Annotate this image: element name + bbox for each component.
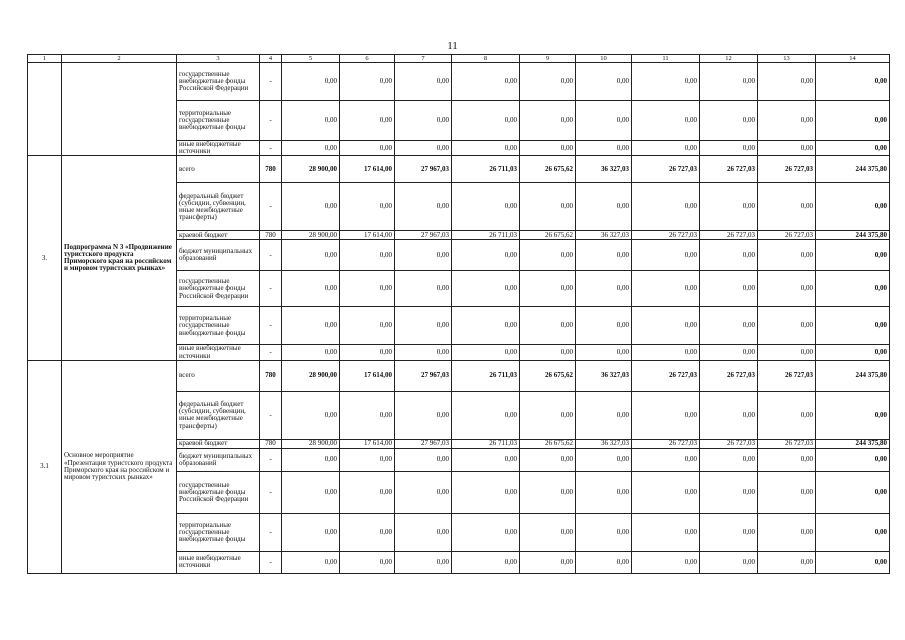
year-amount: 26 727,03: [758, 156, 816, 183]
funding-source: всего: [177, 360, 260, 391]
year-amount: 17 614,00: [340, 360, 395, 391]
year-amount: 0,00: [395, 471, 452, 513]
column-number: 10: [576, 55, 632, 63]
year-amount: 0,00: [632, 240, 700, 271]
year-amount: 0,00: [758, 141, 816, 156]
column-number: 4: [260, 55, 282, 63]
year-amount: 36 327,03: [576, 439, 632, 448]
year-amount: 0,00: [340, 271, 395, 307]
year-amount: 0,00: [632, 345, 700, 360]
total-amount: 0,00: [816, 448, 890, 471]
total-amount: 0,00: [816, 141, 890, 156]
budget-code: -: [260, 551, 282, 573]
year-amount: 0,00: [576, 141, 632, 156]
program-number: 3.1: [28, 360, 62, 573]
budget-code: -: [260, 183, 282, 231]
year-amount: 0,00: [282, 101, 340, 141]
year-amount: 26 727,03: [632, 439, 700, 448]
year-amount: 36 327,03: [576, 156, 632, 183]
total-amount: 0,00: [816, 391, 890, 439]
year-amount: 26 727,03: [632, 360, 700, 391]
funding-source: иные внебюджетные источники: [177, 141, 260, 156]
year-amount: 26 727,03: [758, 360, 816, 391]
year-amount: 0,00: [340, 63, 395, 101]
year-amount: 0,00: [340, 183, 395, 231]
column-number: 12: [700, 55, 758, 63]
funding-source: федеральный бюджет (субсидии, субвенции, иные межбюджетные трансферты): [177, 391, 260, 439]
year-amount: 0,00: [520, 345, 576, 360]
funding-source: территориальные государственные внебюджетные фонды: [177, 307, 260, 345]
total-amount: 0,00: [816, 271, 890, 307]
year-amount: 0,00: [395, 101, 452, 141]
total-amount: 244 375,80: [816, 231, 890, 240]
year-amount: 0,00: [758, 391, 816, 439]
year-amount: 0,00: [700, 63, 758, 101]
year-amount: 17 614,00: [340, 439, 395, 448]
funding-source: краевой бюджет: [177, 439, 260, 448]
column-number: 5: [282, 55, 340, 63]
year-amount: 0,00: [758, 471, 816, 513]
year-amount: 0,00: [340, 345, 395, 360]
funding-source: иные внебюджетные источники: [177, 345, 260, 360]
year-amount: 0,00: [395, 391, 452, 439]
budget-code: -: [260, 513, 282, 551]
year-amount: 0,00: [576, 63, 632, 101]
year-amount: 0,00: [282, 240, 340, 271]
year-amount: 0,00: [395, 345, 452, 360]
year-amount: 26 727,03: [700, 231, 758, 240]
year-amount: 0,00: [758, 448, 816, 471]
year-amount: 0,00: [395, 240, 452, 271]
year-amount: 0,00: [632, 307, 700, 345]
column-number: 11: [632, 55, 700, 63]
year-amount: 0,00: [700, 141, 758, 156]
funding-source: бюджет муниципальных образований: [177, 240, 260, 271]
year-amount: 36 327,03: [576, 231, 632, 240]
year-amount: 27 967,03: [395, 360, 452, 391]
year-amount: 0,00: [452, 183, 520, 231]
year-amount: 0,00: [632, 551, 700, 573]
year-amount: 27 967,03: [395, 156, 452, 183]
year-amount: 0,00: [576, 307, 632, 345]
year-amount: 26 711,03: [452, 231, 520, 240]
total-amount: 244 375,80: [816, 360, 890, 391]
total-amount: 0,00: [816, 551, 890, 573]
program-name: Основное мероприятие «Презентация туристского продукта Приморского края на российском и мировом туристских рынках»: [62, 360, 177, 573]
year-amount: 0,00: [632, 63, 700, 101]
year-amount: 26 675,62: [520, 231, 576, 240]
year-amount: 0,00: [632, 513, 700, 551]
year-amount: 0,00: [340, 551, 395, 573]
year-amount: 0,00: [520, 471, 576, 513]
budget-code: -: [260, 471, 282, 513]
year-amount: 0,00: [576, 271, 632, 307]
year-amount: 26 727,03: [700, 439, 758, 448]
year-amount: 26 711,03: [452, 156, 520, 183]
year-amount: 0,00: [758, 240, 816, 271]
total-amount: 0,00: [816, 345, 890, 360]
year-amount: 0,00: [758, 183, 816, 231]
year-amount: 0,00: [632, 183, 700, 231]
year-amount: 0,00: [282, 271, 340, 307]
budget-code: -: [260, 391, 282, 439]
budget-code: 780: [260, 231, 282, 240]
total-amount: 244 375,80: [816, 439, 890, 448]
program-number: 3.: [28, 156, 62, 360]
year-amount: 36 327,03: [576, 360, 632, 391]
year-amount: 0,00: [395, 448, 452, 471]
year-amount: 0,00: [700, 345, 758, 360]
year-amount: 0,00: [700, 240, 758, 271]
year-amount: 0,00: [520, 448, 576, 471]
year-amount: 0,00: [395, 307, 452, 345]
year-amount: 0,00: [340, 391, 395, 439]
program-name: [62, 63, 177, 156]
year-amount: 0,00: [700, 307, 758, 345]
year-amount: 0,00: [758, 63, 816, 101]
year-amount: 0,00: [576, 448, 632, 471]
year-amount: 0,00: [452, 345, 520, 360]
funding-source: краевой бюджет: [177, 231, 260, 240]
year-amount: 17 614,00: [340, 231, 395, 240]
year-amount: 27 967,03: [395, 439, 452, 448]
year-amount: 26 727,03: [758, 231, 816, 240]
year-amount: 0,00: [576, 551, 632, 573]
year-amount: 0,00: [282, 471, 340, 513]
year-amount: 0,00: [340, 471, 395, 513]
year-amount: 26 727,03: [700, 156, 758, 183]
funding-source: государственные внебюджетные фонды Российской Федерации: [177, 63, 260, 101]
year-amount: 0,00: [520, 141, 576, 156]
total-amount: 0,00: [816, 471, 890, 513]
year-amount: 0,00: [340, 513, 395, 551]
year-amount: 0,00: [340, 141, 395, 156]
table-row: [28, 360, 890, 391]
funding-source: территориальные государственные внебюджетные фонды: [177, 101, 260, 141]
year-amount: 0,00: [395, 551, 452, 573]
year-amount: 0,00: [632, 271, 700, 307]
year-amount: 0,00: [576, 471, 632, 513]
year-amount: 28 900,00: [282, 360, 340, 391]
year-amount: 0,00: [700, 448, 758, 471]
year-amount: 26 675,62: [520, 439, 576, 448]
year-amount: 0,00: [700, 391, 758, 439]
year-amount: 0,00: [758, 513, 816, 551]
year-amount: 26 711,03: [452, 439, 520, 448]
funding-source: всего: [177, 156, 260, 183]
total-amount: 244 375,80: [816, 156, 890, 183]
year-amount: 0,00: [520, 63, 576, 101]
year-amount: 0,00: [282, 183, 340, 231]
year-amount: 0,00: [632, 391, 700, 439]
column-number: 2: [62, 55, 177, 63]
total-amount: 0,00: [816, 513, 890, 551]
budget-code: -: [260, 345, 282, 360]
year-amount: 0,00: [282, 513, 340, 551]
year-amount: 0,00: [576, 391, 632, 439]
year-amount: 0,00: [758, 271, 816, 307]
budget-code: 780: [260, 439, 282, 448]
year-amount: 27 967,03: [395, 231, 452, 240]
funding-source: государственные внебюджетные фонды Российской Федерации: [177, 271, 260, 307]
budget-code: 780: [260, 156, 282, 183]
year-amount: 0,00: [700, 183, 758, 231]
year-amount: 0,00: [340, 448, 395, 471]
year-amount: 0,00: [452, 240, 520, 271]
column-number: 8: [452, 55, 520, 63]
year-amount: 0,00: [520, 391, 576, 439]
year-amount: 28 900,00: [282, 231, 340, 240]
year-amount: 0,00: [452, 141, 520, 156]
year-amount: 0,00: [520, 101, 576, 141]
total-amount: 0,00: [816, 63, 890, 101]
total-amount: 0,00: [816, 101, 890, 141]
year-amount: 0,00: [632, 141, 700, 156]
year-amount: 0,00: [700, 513, 758, 551]
year-amount: 0,00: [395, 63, 452, 101]
year-amount: 0,00: [452, 551, 520, 573]
year-amount: 0,00: [340, 240, 395, 271]
funding-source: государственные внебюджетные фонды Российской Федерации: [177, 471, 260, 513]
year-amount: 0,00: [395, 141, 452, 156]
year-amount: 0,00: [282, 63, 340, 101]
year-amount: 0,00: [632, 448, 700, 471]
year-amount: 0,00: [758, 551, 816, 573]
column-number: 1: [28, 55, 62, 63]
funding-source: иные внебюджетные источники: [177, 551, 260, 573]
year-amount: 0,00: [758, 307, 816, 345]
year-amount: 0,00: [282, 345, 340, 360]
year-amount: 0,00: [452, 448, 520, 471]
year-amount: 26 727,03: [700, 360, 758, 391]
page-number: 11: [447, 40, 458, 52]
year-amount: 0,00: [452, 101, 520, 141]
column-number: 7: [395, 55, 452, 63]
column-number: 3: [177, 55, 260, 63]
column-number: 6: [340, 55, 395, 63]
year-amount: 0,00: [520, 307, 576, 345]
program-number: [28, 63, 62, 156]
year-amount: 0,00: [395, 183, 452, 231]
year-amount: 0,00: [452, 271, 520, 307]
year-amount: 0,00: [632, 471, 700, 513]
year-amount: 0,00: [520, 183, 576, 231]
year-amount: 26 727,03: [632, 231, 700, 240]
column-number: 9: [520, 55, 576, 63]
year-amount: 0,00: [576, 101, 632, 141]
year-amount: 0,00: [520, 551, 576, 573]
year-amount: 0,00: [282, 448, 340, 471]
table-row: [28, 156, 890, 183]
year-amount: 0,00: [282, 141, 340, 156]
budget-code: -: [260, 141, 282, 156]
year-amount: 0,00: [452, 471, 520, 513]
year-amount: 0,00: [282, 551, 340, 573]
year-amount: 0,00: [576, 345, 632, 360]
year-amount: 26 727,03: [632, 156, 700, 183]
year-amount: 0,00: [452, 391, 520, 439]
year-amount: 0,00: [758, 345, 816, 360]
total-amount: 0,00: [816, 307, 890, 345]
year-amount: 0,00: [632, 101, 700, 141]
budget-table: [27, 54, 890, 574]
budget-code: -: [260, 101, 282, 141]
total-amount: 0,00: [816, 240, 890, 271]
budget-code: -: [260, 63, 282, 101]
year-amount: 0,00: [395, 271, 452, 307]
year-amount: 0,00: [576, 240, 632, 271]
program-name: Подпрограмма N 3 «Продвижение туристского продукта Приморского края на российском и мировом туристских рынках»: [62, 156, 177, 360]
year-amount: 0,00: [452, 307, 520, 345]
column-number: 13: [758, 55, 816, 63]
year-amount: 0,00: [700, 101, 758, 141]
year-amount: 26 727,03: [758, 439, 816, 448]
year-amount: 28 900,00: [282, 156, 340, 183]
year-amount: 26 675,62: [520, 156, 576, 183]
year-amount: 0,00: [700, 471, 758, 513]
funding-source: федеральный бюджет (субсидии, субвенции, иные межбюджетные трансферты): [177, 183, 260, 231]
budget-code: -: [260, 448, 282, 471]
year-amount: 0,00: [700, 271, 758, 307]
year-amount: 17 614,00: [340, 156, 395, 183]
year-amount: 0,00: [395, 513, 452, 551]
budget-code: 780: [260, 360, 282, 391]
year-amount: 0,00: [576, 513, 632, 551]
year-amount: 28 900,00: [282, 439, 340, 448]
year-amount: 0,00: [282, 307, 340, 345]
year-amount: 0,00: [452, 63, 520, 101]
budget-code: -: [260, 271, 282, 307]
column-number: 14: [816, 55, 890, 63]
year-amount: 26 711,03: [452, 360, 520, 391]
year-amount: 0,00: [520, 513, 576, 551]
year-amount: 26 675,62: [520, 360, 576, 391]
funding-source: бюджет муниципальных образований: [177, 448, 260, 471]
budget-code: -: [260, 240, 282, 271]
budget-code: -: [260, 307, 282, 345]
funding-source: территориальные государственные внебюджетные фонды: [177, 513, 260, 551]
year-amount: 0,00: [282, 391, 340, 439]
total-amount: 0,00: [816, 183, 890, 231]
year-amount: 0,00: [340, 101, 395, 141]
year-amount: 0,00: [758, 101, 816, 141]
year-amount: 0,00: [340, 307, 395, 345]
table-row: [28, 63, 890, 101]
year-amount: 0,00: [452, 513, 520, 551]
year-amount: 0,00: [520, 271, 576, 307]
year-amount: 0,00: [700, 551, 758, 573]
column-number-row: [28, 55, 890, 63]
year-amount: 0,00: [576, 183, 632, 231]
year-amount: 0,00: [520, 240, 576, 271]
